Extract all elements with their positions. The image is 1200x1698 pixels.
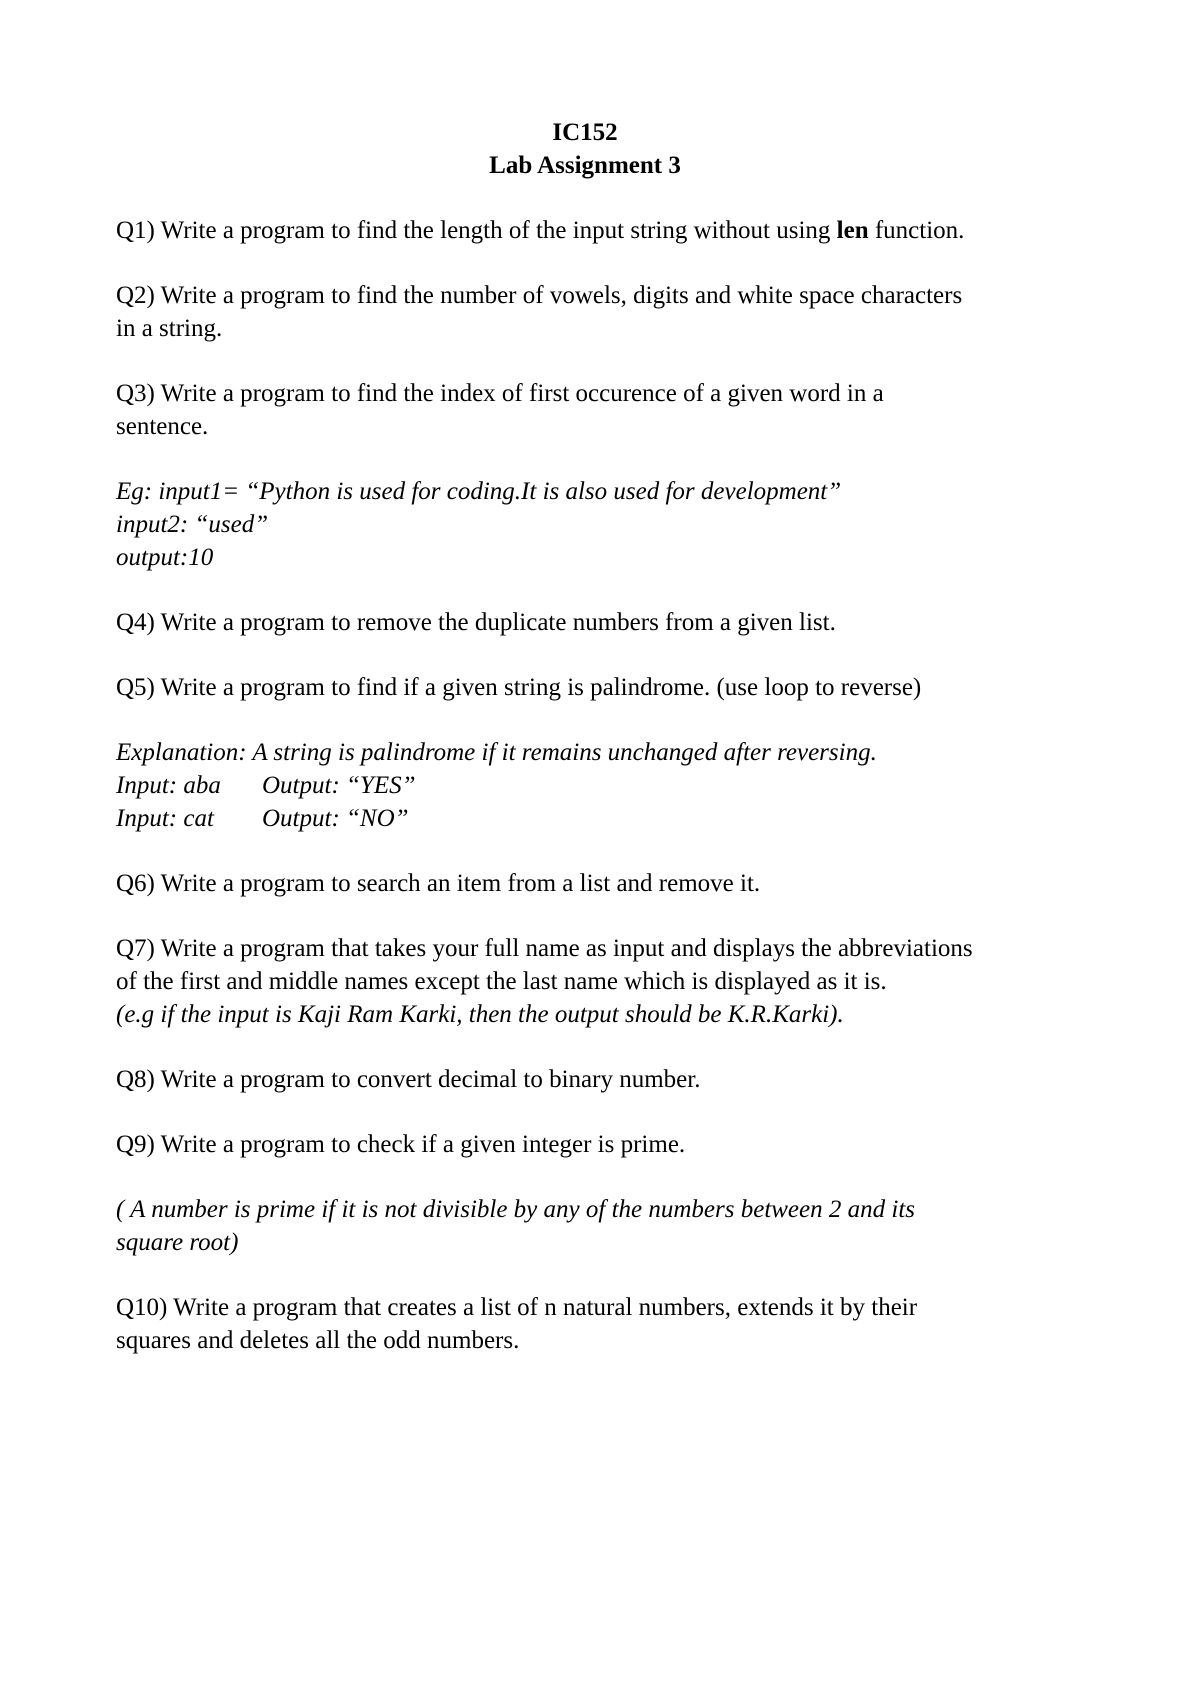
question-4: Q4) Write a program to remove the duplicate numbers from a given list. bbox=[116, 609, 836, 636]
question-10-line-1: Q10) Write a program that creates a list of n natural numbers, extends it by their bbox=[116, 1294, 918, 1321]
question-7-note: (e.g if the input is Kaji Ram Karki, then the output should be K.R.Karki). bbox=[116, 1001, 844, 1028]
question-5-example-1-input: Input: aba bbox=[116, 772, 221, 799]
question-9-note-line-1: ( A number is prime if it is not divisible by any of the numbers between 2 and its bbox=[116, 1196, 915, 1223]
question-3-line-1: Q3) Write a program to find the index of first occurence of a given word in a bbox=[116, 380, 884, 407]
question-8: Q8) Write a program to convert decimal to binary number. bbox=[116, 1066, 701, 1093]
question-1 bbox=[116, 216, 964, 246]
question-5-example-2-input: Input: cat bbox=[116, 805, 214, 832]
course-code: IC152 bbox=[552, 119, 618, 146]
question-1-text: Q1) Write a program to find the length of the input string without using bbox=[116, 217, 837, 244]
question-1-suffix: function. bbox=[868, 217, 965, 244]
question-7-line-2: of the first and middle names except the last name which is displayed as it is. bbox=[116, 968, 887, 995]
question-3-line-2: sentence. bbox=[116, 413, 209, 440]
question-9-note-line-2: square root) bbox=[116, 1229, 239, 1256]
assignment-title: Lab Assignment 3 bbox=[489, 152, 681, 179]
question-1-bold-term: len bbox=[836, 217, 869, 244]
question-5-explanation: Explanation: A string is palindrome if it remains unchanged after reversing. bbox=[116, 739, 877, 766]
question-2-line-1: Q2) Write a program to find the number of vowels, digits and white space characters bbox=[116, 282, 963, 309]
question-5-example-2 bbox=[116, 804, 409, 834]
question-6: Q6) Write a program to search an item from a list and remove it. bbox=[116, 870, 761, 897]
question-2-line-2: in a string. bbox=[116, 315, 223, 342]
question-3-example-line-1: Eg: input1= “Python is used for coding.It is also used for development” bbox=[116, 478, 842, 505]
question-9: Q9) Write a program to check if a given integer is prime. bbox=[116, 1131, 686, 1158]
question-5-example-1-output: Output: “YES” bbox=[262, 772, 416, 799]
question-5-example-1 bbox=[116, 771, 416, 801]
question-7-line-1: Q7) Write a program that takes your full name as input and displays the abbreviations bbox=[116, 935, 973, 962]
question-3-example-line-2: input2: “used” bbox=[116, 511, 269, 538]
question-10-line-2: squares and deletes all the odd numbers. bbox=[116, 1327, 520, 1354]
question-3-example-line-3: output:10 bbox=[116, 544, 214, 571]
question-5: Q5) Write a program to find if a given string is palindrome. (use loop to reverse) bbox=[116, 674, 922, 701]
question-5-example-2-output: Output: “NO” bbox=[262, 805, 409, 832]
